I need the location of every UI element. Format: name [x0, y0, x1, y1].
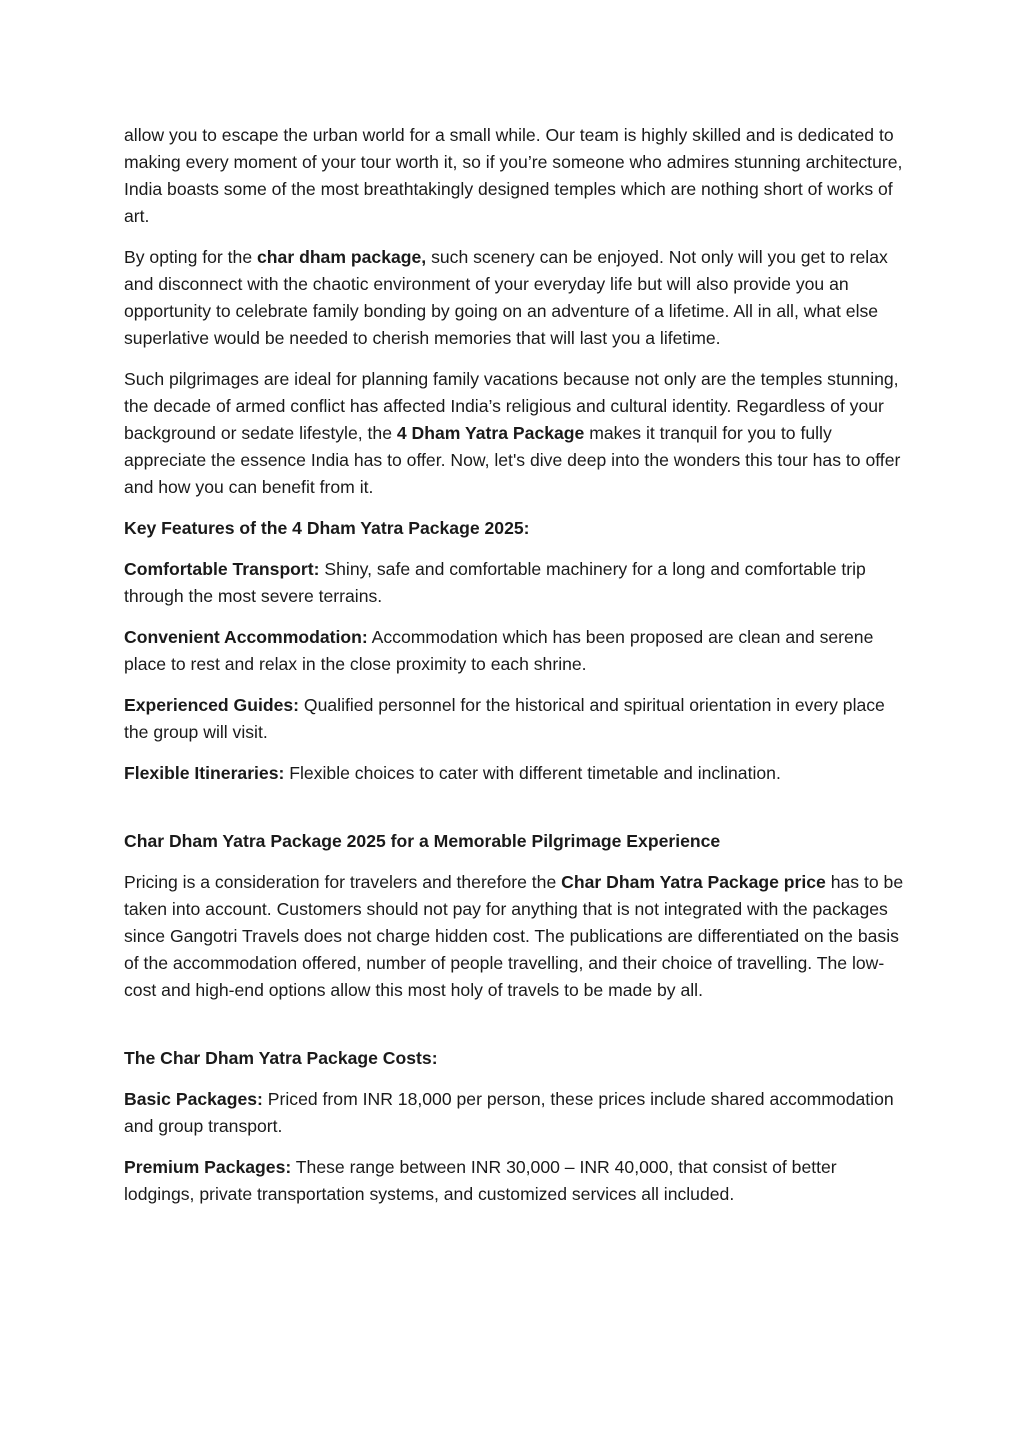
paragraph-text: such scenery can be enjoyed. Not only will you get to relax and disconnect with the chaotic environment of your everyday life but will also provide you an opportunity to celebrate family bonding by going on an adventure of a lifetime. All in all, what else superlative would be needed to cherish memories that will last you a lifetime. [124, 247, 888, 348]
paragraph-text: has to be taken into account. Customers should not pay for anything that is not integrated with the packages since Gangotri Travels does not charge hidden cost. The publications are differentiated on the basis of the accommodation offered, number of people travelling, and their choice of travelling. The low-cost and high-end options allow this most holy of travels to be made by all. [124, 872, 904, 1000]
key-features-heading: Key Features of the 4 Dham Yatra Package 2025: [124, 518, 530, 538]
char-dham-package-paragraph [124, 244, 904, 352]
paragraph-text: Such pilgrimages are ideal for planning family vacations because not only are the temples stunning, the decade of armed conflict has affected India’s religious and cultural identity. Regardless of your background or sedate lifestyle, the [124, 369, 899, 443]
feature-item [124, 556, 904, 610]
feature-label: Flexible Itineraries: [124, 763, 285, 783]
cost-item [124, 1086, 904, 1140]
costs-heading: The Char Dham Yatra Package Costs: [124, 1048, 438, 1068]
pricing-paragraph [124, 869, 904, 1004]
feature-label: Convenient Accommodation: [124, 627, 368, 647]
emphasis-text: char dham package, [257, 247, 427, 267]
feature-item [124, 760, 904, 787]
cost-item [124, 1154, 904, 1208]
cost-text: Priced from INR 18,000 per person, these prices include shared accommodation and group transport. [124, 1089, 894, 1136]
feature-label: Experienced Guides: [124, 695, 300, 715]
feature-text: Flexible choices to cater with different timetable and inclination. [284, 763, 781, 783]
intro-paragraph: allow you to escape the urban world for a small while. Our team is highly skilled and is dedicated to making every moment of your tour worth it, so if you’re someone who admires stunning architecture, India boasts some of the most breathtakingly designed temples which are nothing short of works of art. [124, 125, 903, 226]
feature-text: Accommodation which has been proposed are clean and serene place to rest and relax in the close proximity to each shrine. [124, 627, 874, 674]
paragraph-text: makes it tranquil for you to fully appreciate the essence India has to offer. Now, let's dive deep into the wonders this tour has to offer and how you can benefit from it. [124, 423, 901, 497]
paragraph-text: By opting for the [124, 247, 258, 267]
feature-item [124, 624, 904, 678]
cost-label: Basic Packages: [124, 1089, 263, 1109]
feature-text: Shiny, safe and comfortable machinery for a long and comfortable trip through the most severe terrains. [124, 559, 866, 606]
section-spacer [124, 801, 904, 828]
pricing-heading: Char Dham Yatra Package 2025 for a Memorable Pilgrimage Experience [124, 831, 721, 851]
paragraph-text: Pricing is a consideration for travelers and therefore the [124, 872, 562, 892]
document-page [124, 122, 904, 1222]
feature-label: Comfortable Transport: [124, 559, 320, 579]
feature-item [124, 692, 904, 746]
section-spacer [124, 1018, 904, 1045]
cost-text: These range between INR 30,000 – INR 40,000, that consist of better lodgings, private transportation systems, and customized services all included. [124, 1157, 837, 1204]
feature-text: Qualified personnel for the historical and spiritual orientation in every place the group will visit. [124, 695, 885, 742]
cost-label: Premium Packages: [124, 1157, 292, 1177]
pilgrimage-paragraph [124, 366, 904, 501]
emphasis-text: Char Dham Yatra Package price [561, 872, 826, 892]
emphasis-text: 4 Dham Yatra Package [396, 423, 585, 443]
